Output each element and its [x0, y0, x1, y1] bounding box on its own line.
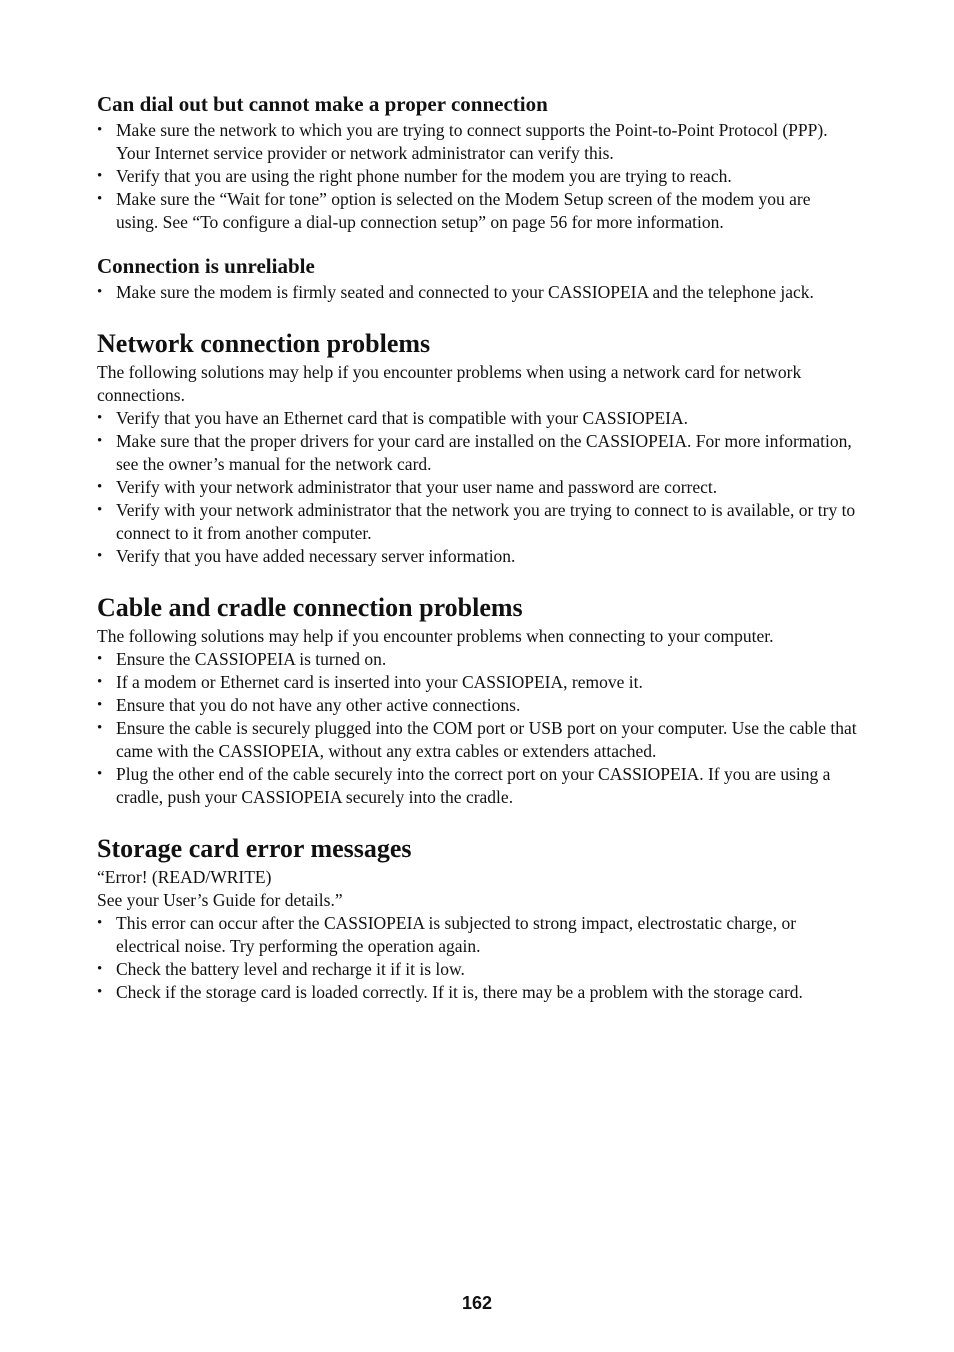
bullet-icon: •: [97, 766, 103, 782]
list-item: • If a modem or Ethernet card is inserted into your CASSIOPEIA, remove it.: [97, 672, 643, 692]
bullet-icon: •: [97, 191, 103, 207]
bullet-list-network: [97, 407, 857, 568]
list-item: • Ensure the CASSIOPEIA is turned on.: [97, 649, 387, 669]
bullet-icon: •: [97, 479, 103, 495]
heading-cable-cradle-problems: Cable and cradle connection problems: [97, 593, 523, 622]
bullet-icon: •: [97, 651, 103, 667]
list-item: • Verify that you are using the right phone number for the modem you are trying to reach.: [97, 166, 732, 186]
bullet-icon: •: [97, 284, 103, 300]
bullet-icon: •: [97, 697, 103, 713]
list-item: • Ensure the cable is securely plugged into the COM port or USB port on your computer. Use the cable that came with the CASSIOPEIA, without any extra cables or extenders attached.: [97, 718, 857, 761]
list-item: • Make sure that the proper drivers for your card are installed on the CASSIOPEIA. For more information, see the owner’s manual for the network card.: [97, 431, 852, 474]
error-message-line-2: See your User’s Guide for details.”: [97, 890, 343, 910]
list-item: • Check if the storage card is loaded correctly. If it is, there may be a problem with the storage card.: [97, 982, 803, 1002]
bullet-icon: •: [97, 720, 103, 736]
bullet-list-cable: [97, 648, 857, 809]
list-item: • Verify with your network administrator that your user name and password are correct.: [97, 477, 718, 497]
bullet-list-storage: [97, 912, 857, 1004]
bullet-icon: •: [97, 410, 103, 426]
subheading-dial-out: Can dial out but cannot make a proper connection: [97, 92, 548, 116]
bullet-icon: •: [97, 674, 103, 690]
list-item: • Ensure that you do not have any other active connections.: [97, 695, 521, 715]
page-number: 162: [461, 1293, 493, 1313]
intro-network-problems: The following solutions may help if you encounter problems when using a network card for network connections.: [97, 362, 802, 405]
list-item: • Check the battery level and recharge it if it is low.: [97, 959, 465, 979]
list-item: • Make sure the “Wait for tone” option is selected on the Modem Setup screen of the modem you are using. See “To configure a dial-up connection setup” on page 56 for more information.: [97, 189, 811, 232]
list-item: • Verify that you have added necessary server information.: [97, 546, 516, 566]
list-item: • Make sure the modem is firmly seated and connected to your CASSIOPEIA and the telephone jack.: [97, 282, 814, 302]
subheading-unreliable: Connection is unreliable: [97, 254, 315, 278]
list-item: • Make sure the network to which you are trying to connect supports the Point-to-Point Protocol (PPP). Your Internet service provider or network administrator can verify this.: [97, 120, 828, 163]
bullet-icon: •: [97, 433, 103, 449]
document-page: [97, 92, 857, 1004]
bullet-icon: •: [97, 122, 103, 138]
heading-network-problems: Network connection problems: [97, 329, 431, 358]
bullet-icon: •: [97, 961, 103, 977]
heading-storage-card-errors: Storage card error messages: [97, 834, 412, 863]
bullet-icon: •: [97, 915, 103, 931]
bullet-icon: •: [97, 502, 103, 518]
list-item: • Verify that you have an Ethernet card that is compatible with your CASSIOPEIA.: [97, 408, 689, 428]
bullet-icon: •: [97, 168, 103, 184]
intro-cable-cradle-problems: The following solutions may help if you encounter problems when connecting to your computer.: [97, 626, 774, 646]
list-item: • Verify with your network administrator that the network you are trying to connect to is available, or try to connect to it from another computer.: [97, 500, 856, 543]
bullet-list-unreliable: [97, 281, 857, 304]
bullet-icon: •: [97, 984, 103, 1000]
error-message-line-1: “Error! (READ/WRITE): [97, 867, 272, 887]
list-item: • This error can occur after the CASSIOPEIA is subjected to strong impact, electrostatic charge, or electrical noise. Try performing the operation again.: [97, 913, 797, 956]
bullet-list-dial-out: [97, 119, 857, 234]
list-item: • Plug the other end of the cable securely into the correct port on your CASSIOPEIA. If you are using a cradle, push your CASSIOPEIA securely into the cradle.: [97, 764, 831, 807]
bullet-icon: •: [97, 548, 103, 564]
